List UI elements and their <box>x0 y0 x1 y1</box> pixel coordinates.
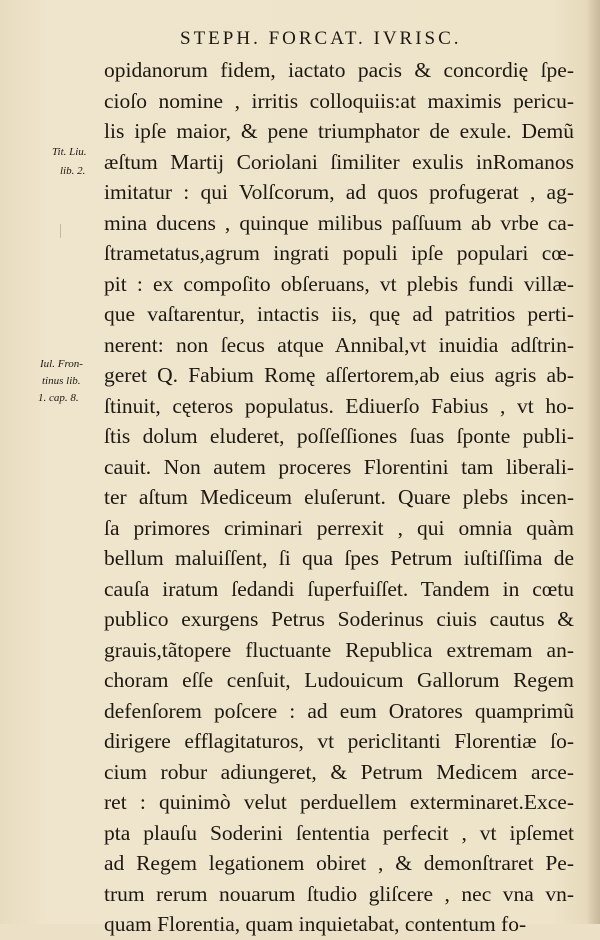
ink-smudge <box>60 224 69 238</box>
text-line: dirigere efflagitaturos, vt periclitanti Florentiæ ſo- <box>104 729 574 753</box>
text-line: ſtrametatus,agrum ingrati populi ipſe populari cœ- <box>104 241 574 265</box>
text-line: que vaſtarentur, intactis iis, quę ad patritios perti- <box>104 302 574 326</box>
text-line: quam Florentia, quam inquietabat, contentum fo- <box>104 912 527 936</box>
text-line: nerent: non ſecus atque Annibal,vt inuidia adſtrin- <box>104 332 574 357</box>
text-line: lis ipſe maior, & pene triumphator de exule. Demũ <box>104 119 574 143</box>
margin-note-livy-1: Tit. Liu. <box>52 146 87 158</box>
text-line: cauit. Non autem proceres Florentini tam liberali- <box>104 454 574 479</box>
text-line: cauſa iratum ſedandi ſuperfuiſſet. Tandem in cœtu <box>104 576 574 601</box>
text-line: pta plauſu Soderini ſententia perfecit , vt ipſemet <box>104 820 574 845</box>
text-line: ad Regem legationem obiret , & demonſtraret Pe- <box>104 851 574 875</box>
text-line: pit : ex compoſito obſeruans, vt plebis fundi villæ- <box>104 271 574 296</box>
text-line: ter aſtum Mediceum eluſerunt. Quare plebs incen- <box>104 485 574 509</box>
body-text <box>104 55 574 940</box>
text-line: defenſorem poſcere : ad eum Oratores quamprimũ <box>104 698 574 723</box>
running-header: STEPH. FORCAT. IVRISC. <box>180 28 462 49</box>
margin-note-frontinus-1: Iul. Fron- <box>40 358 83 370</box>
text-line: opidanorum fidem, iactato pacis & concordię ſpe- <box>104 58 574 82</box>
margin-note-livy-2: lib. 2. <box>60 165 86 177</box>
text-line: bellum maluiſſent, ſi qua ſpes Petrum iuſtiſſima de <box>104 546 574 570</box>
page-gutter-shadow <box>586 0 600 924</box>
text-line: ſa primores criminari perrexit , qui omnia quàm <box>104 515 574 540</box>
text-line: mina ducens , quinque milibus paſſuum ab vrbe ca- <box>104 210 574 235</box>
text-line: imitatur : qui Volſcorum, ad quos profugerat , ag- <box>104 180 574 204</box>
margin-note-frontinus-2: tinus lib. <box>42 375 81 387</box>
text-line: geret Q. Fabium Romę aſſertorem,ab eius agris ab- <box>104 363 574 387</box>
text-line: grauis,tãtopere fluctuante Republica extremam an- <box>104 637 574 662</box>
text-line: æſtum Martij Coriolani ſimiliter exulis inRomanos <box>104 149 574 174</box>
margin-note-frontinus-3: 1. cap. 8. <box>38 392 79 404</box>
text-line: ret : quinimò velut perduellem exterminaret.Exce- <box>104 790 574 814</box>
text-line: ſtis dolum eluderet, poſſeſſiones ſuas ſponte publi- <box>104 424 574 448</box>
text-line: ſtinuit, cęteros populatus. Ediuerſo Fabius , vt ho- <box>104 393 574 418</box>
text-line: trum rerum nouarum ſtudio gliſcere , nec vna vn- <box>104 881 574 906</box>
text-line: cioſo nomine , irritis colloquiis:at maximis pericu- <box>104 88 574 113</box>
text-line: publico exurgens Petrus Soderinus ciuis cautus & <box>104 607 574 631</box>
text-line: cium robur adiungeret, & Petrum Medicem arce- <box>104 759 574 784</box>
text-line: choram eſſe cenſuit, Ludouicum Gallorum Regem <box>104 668 574 692</box>
